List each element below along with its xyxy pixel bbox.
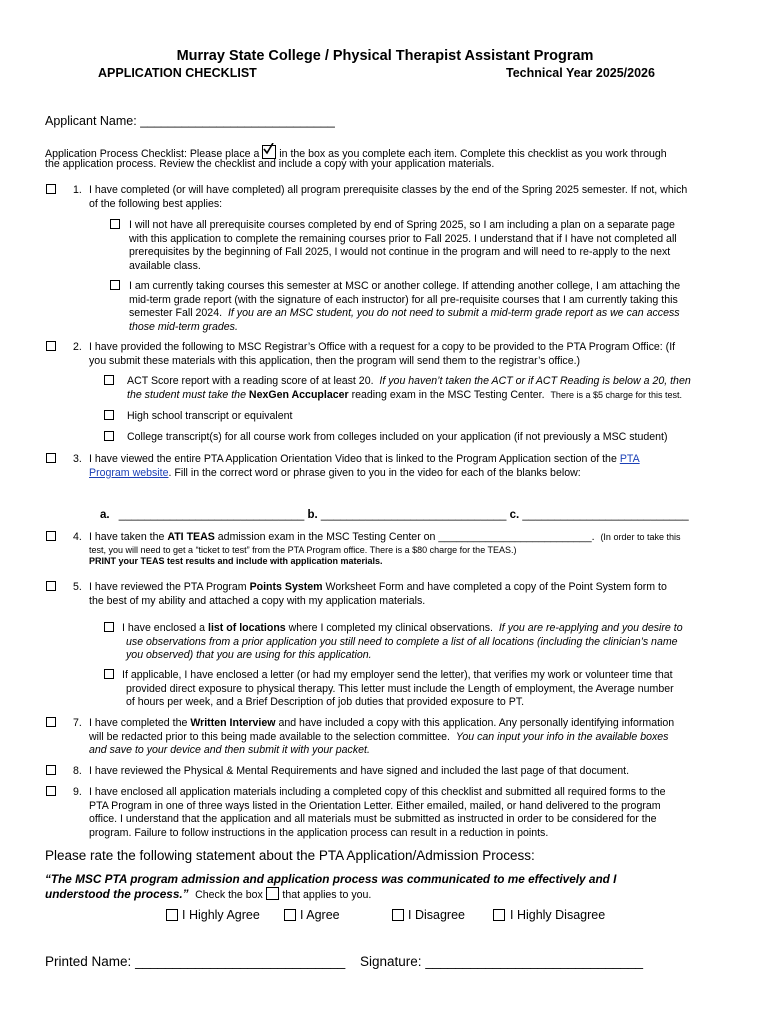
agree-label: I Agree — [300, 908, 340, 922]
item-8-checkbox[interactable] — [46, 765, 56, 775]
blank-b-field[interactable]: _____________________________ — [320, 509, 507, 521]
act-score-text: ACT Score report with a reading score of at least 20. If you haven’t taken the ACT or if ACT Reading is below a 20, then the student must take the NexGen Accuplacer reading exam in the MSC Testing Center. There is a $5 charge for this test. — [127, 375, 691, 401]
pta-link[interactable]: PTA — [619, 453, 640, 465]
printed-name-field[interactable]: ____________________________ — [135, 954, 346, 969]
technical-year: Technical Year 2025/2026 — [506, 66, 655, 80]
item-9-checkbox[interactable] — [46, 786, 56, 796]
applicant-name-field[interactable]: ____________________________ — [140, 114, 335, 128]
item-9-text: I have enclosed all application materials including a completed copy of this checklist and submitted all required forms to the PTA Program in one of three ways listed in the Orientation Letter. Either emailed, mailed, or hand delivered to the program office. I understand that the application and all materials must be submitted as instructed in order to be considered for the program. Failure to follow instructions in the application process can result in a reduction in points. — [89, 786, 666, 839]
item-5-text: I have reviewed the PTA Program Points System Worksheet Form and have completed a copy of the Point System form to the best of my ability and attached a copy with my application materials. — [89, 581, 667, 607]
hs-transcript-checkbox[interactable] — [104, 410, 114, 420]
highly-agree-checkbox[interactable] — [166, 909, 178, 921]
highly-disagree-checkbox[interactable] — [493, 909, 505, 921]
employer-letter-text: If applicable, I have enclosed a letter (or had my employer send the letter), that verifies my work or volunteer time that provided direct exposure to physical therapy. This letter must include the Length of employment, the Average number of hours per week, and a Brief Description of job duties that provided exposure to PT. — [122, 669, 674, 708]
rating-heading: Please rate the following statement about the PTA Application/Admission Process: — [45, 848, 535, 863]
item-7-checkbox[interactable] — [46, 717, 56, 727]
act-score-checkbox[interactable] — [104, 375, 114, 385]
printed-name-label: Printed Name: — [45, 954, 132, 969]
blank-c-field[interactable]: __________________________ — [522, 509, 689, 521]
intro-line-1: Application Process Checklist: Please place a in the box as you complete each item. Complete this checklist as you work through — [45, 145, 667, 162]
rating-statement: “The MSC PTA program admission and application process was communicated to me effectively and I understood the process.” Check the box that applies to you. — [45, 872, 617, 901]
video-blanks-row: a. _____________________________ b. _____________________________ c. __________________________ — [100, 509, 689, 521]
item-7-text: I have completed the Written Interview and have included a copy with this application. Any personally identifying information will be redacted prior to this being made available to the selection committee. You can input your info in the available boxes and save to your device and then submit it with your packet. — [89, 717, 675, 756]
item-1a-checkbox[interactable] — [110, 219, 120, 229]
college-transcript-checkbox[interactable] — [104, 431, 114, 441]
highly-agree-label: I Highly Agree — [182, 908, 260, 922]
item-2-checkbox[interactable] — [46, 341, 56, 351]
document-title: Murray State College / Physical Therapist Assistant Program — [176, 48, 594, 64]
signature-field[interactable]: _____________________________ — [425, 954, 644, 969]
blank-a-field[interactable]: _____________________________ — [118, 509, 305, 521]
employer-letter-checkbox[interactable] — [104, 669, 114, 679]
item-1b-checkbox[interactable] — [110, 280, 120, 290]
checkmark-icon — [262, 145, 276, 159]
sample-checkbox-icon — [266, 887, 279, 900]
item-4-number: 4. — [73, 531, 82, 543]
applicant-name-label: Applicant Name: — [45, 114, 137, 128]
agree-checkbox[interactable] — [284, 909, 296, 921]
signature-label: Signature: — [360, 954, 422, 969]
college-transcript-text: College transcript(s) for all course work from colleges included on your application (if not previously a MSC student) — [127, 431, 668, 443]
locations-checkbox[interactable] — [104, 622, 114, 632]
item-2-text: I have provided the following to MSC Registrar’s Office with a request for a copy to be provided to the PTA Program Office: (If you submit these materials with this application, then the program will send them to the registrar’s office.) — [89, 341, 676, 367]
disagree-checkbox[interactable] — [392, 909, 404, 921]
item-3-number: 3. — [73, 453, 82, 465]
signature-row — [360, 954, 643, 969]
item-4-checkbox[interactable] — [46, 531, 56, 541]
item-5-number: 5. — [73, 581, 82, 593]
highly-disagree-label: I Highly Disagree — [510, 908, 606, 922]
applicant-name-row — [45, 114, 335, 128]
item-4-text: I have taken the ATI TEAS admission exam in the MSC Testing Center on __________________________. (In order to take this test, you will need to get a “ticket to test” from the PTA Program office. There is a $80 charge for the TEAS.) PRINT your TEAS test results and include with application materials. — [89, 531, 681, 566]
item-1a-text: I will not have all prerequisite courses completed by end of Spring 2025, so I am including a plan on a separate page with this application to complete the remaining courses prior to Fall 2025. I understand that if I have not completed all prerequisites by the beginning of Fall 2025, I would not continue in the program and will need to re-apply to the next available class. — [129, 219, 677, 272]
item-1-text: I have completed (or will have completed) all program prerequisite classes by the end of the Spring 2025 semester. If not, which of the following best applies: — [89, 184, 688, 210]
item-2-number: 2. — [73, 341, 82, 353]
item-9-number: 9. — [73, 786, 82, 798]
item-3-text: I have viewed the entire PTA Application Orientation Video that is linked to the Program Application section of the PTA Program website. Fill in the correct word or phrase given to you in the video for each of the blanks below: — [89, 453, 640, 479]
program-website-link[interactable]: Program website — [89, 466, 169, 479]
item-8-text: I have reviewed the Physical & Mental Requirements and have signed and included the last page of that document. — [89, 765, 630, 777]
hs-transcript-text: High school transcript or equivalent — [127, 410, 293, 422]
locations-text: I have enclosed a list of locations where I completed my clinical observations. If you are re-applying and you desire to use observations from a prior application you still need to complete a list of all locations (including the clinician’s name you observed) that you are using for this application. — [122, 622, 683, 661]
item-1b-text: I am currently taking courses this semester at MSC or another college. If attending another college, I am attaching the mid-term grade report (with the signature of each instructor) for all pre-requisite courses that I am currently taking this semester Fall 2024. If you are an MSC student, you do not need to submit a mid-term grade report as we can access those mid-term grades. — [129, 280, 681, 333]
intro-line-2: the application process. Review the checklist and include a copy with your application materials. — [45, 158, 495, 170]
item-7-number: 7. — [73, 717, 82, 729]
item-8-number: 8. — [73, 765, 82, 777]
printed-name-row — [45, 954, 345, 969]
item-1-number: 1. — [73, 184, 82, 196]
teas-date-field[interactable]: __________________________. — [438, 531, 595, 543]
item-1-checkbox[interactable] — [46, 184, 56, 194]
checklist-heading: APPLICATION CHECKLIST — [98, 66, 257, 80]
disagree-label: I Disagree — [408, 908, 465, 922]
item-3-checkbox[interactable] — [46, 453, 56, 463]
item-5-checkbox[interactable] — [46, 581, 56, 591]
